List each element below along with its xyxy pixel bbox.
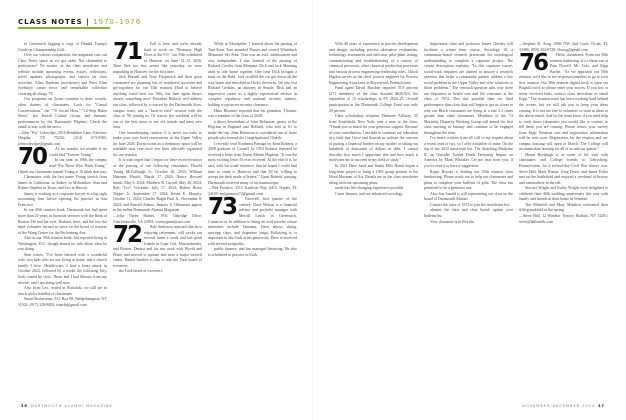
class-note-paragraph: Fund agent David Bracken reported 55.8 percent (271 members) of the class donated $626,924, the equivalent of 15 scholarships in FY 2024–25. Overall participation in the Dartmouth College Fund was only 29 percent. bbox=[329, 86, 418, 113]
class-note-paragraph: Over our various conjunction, the magazine cuts our Class Notes space as we get older. Not channeled to professions? No matter, as the class newsletter and website include upcoming events, essays, reflections, travel updates, photographs, and reports on class activities. Allen Dunham (newsletter) and Peter Elias (website) curate news and remarkable collection covering all things '70. bbox=[18, 53, 107, 96]
class-note-paragraph: I recently read Northeast Passage by Kent Roberts, a 2008 graduate of Cornell. In 1954 Roberts reported he received a letter from Ernest Martin Hopkins: "It was the most exciting letter I'd ever received. At the end of it, he said, with his usual reticence, that he hoped I could find time to come to Hanover and that I'd be 'willing to accept the desk made of letters.'" Upon Roberts' passing, Dartmouth received many of his manuscripts. bbox=[208, 141, 297, 185]
class-note-paragraph: Your classmate is in Florida. bbox=[430, 219, 475, 224]
footer-right bbox=[522, 404, 608, 408]
class-note-paragraph: In our 50th reunion book, Dartmouth has had spent more than 20 years in financial services with the Bank of Boston. He and his wife, Barbara, have, and the two the third volunteer invited to serve on the board of trustees of the Wang Center for the Performing Arts. bbox=[18, 208, 107, 235]
class-secretary-signature: —Steve Hall, 12 Windsor Terrace, Buffalo, NY 14201; steve@hallsmith.com bbox=[519, 213, 608, 224]
column-3 bbox=[208, 42, 297, 390]
section-years: 1970–1976 bbox=[93, 18, 142, 26]
class-note-paragraph: made this life-changing experience possible. bbox=[335, 186, 405, 191]
class-note-paragraph: Jack Burnell and Tony Fitzpatrick and their great committee are planning lots of wonderful activities and get-togethers for our 55th reunion. Hard to believe anything could beat our 50th, but then again there's always something new! President Beilock will address our class, followed by a concert by the Dartmouth Aires, campus tours, and a "back-to-class" session with the class of '96 joining us. Of course, the weekend will be one of the best times to see old friends and meet new ones. bbox=[113, 75, 202, 130]
class-note-paragraph: Roger Brooks is leading our 50th reunion class fundraising. Please reach out to help our classmates and plans to complete your bulletin of gifts. The class has promised to be a generous one. bbox=[424, 169, 513, 191]
class-secretary-signature: —Ned Prentice, 3313 Tradition Way, #410, Naples, FL 34105; ned.prentice72@gmail.com bbox=[208, 186, 297, 196]
class-note-paragraph: Shaun Horbaugh is at some of his visit with classmates and College friends to Gettysburg, Pennsylvania, for a several-day Civil War history tour. Steve Hall, Mark Hunter, Greg Davis, and Jamie Fodor met on the battlefield and enjoyed a weekend of history and camaraderie in the fall. bbox=[519, 152, 608, 185]
class-year-numeral: 72 bbox=[113, 222, 142, 249]
header-separator: | bbox=[86, 18, 90, 26]
class-note-paragraph: Hello, classmates. From our 50th reunion leadership: it's a shout-out of Pam Dowell, Mr. Cole, and Kipp Barber. "As we approach our 50th reunion, we'd like to see in-person numbers to go to your first reunion. Our 50th reunion digital book is open via BrightCrowd, so please enter your stories. If you lost or never received links, contact class newsletter or email Kipp." The reunion team has been working hard behind the scenes, but we still ask you to keep your ideas coming. It is not too late to volunteer or send in ideas to the above email. And let the team know if you need help to track down classmates you would like to contact, to tell them you are coming. Please return your survey from Kipp. Reunion cost and registration information will be sent soon. Registration for the reunion and on-campus housing will open in March. The College will accommodate housing for all of us and our guests." bbox=[519, 53, 608, 152]
class-year-numeral: 76 bbox=[519, 50, 548, 77]
class-note-paragraph: While in Montpelier, I learned about the passing of Tom Kent. Tom attended Thayer and owned Whiteback Mountain Ski Area. Tom was an avid outdoorsman and very independent. I also learned of the passing of Richard Cowles from Montana. Dick and Jack Manning used to ride home together. One time Dick brought a mast on the Kuhl. Jack recalled the car got down all the way home and then died in Dick's driveway. We also lost Richard Gedalas, an attorney in Seattle. Rick had an impressive career as a highly experienced advisor in complex regulatory and national security matters, holding a top-secret security clearance. bbox=[208, 42, 297, 108]
class-note-paragraph: Bob Anderson reported that he is enjoying retirement, still works out several times a week and has great friends in Cape Cod, Massachusetts, and Boston. Dentist and his son work with Wyeth and Pfizer and moved to upstate and near a major biotech center. Daniel Sanders is also to ride the Tuck board of overseers. bbox=[113, 225, 202, 268]
section-title: CLASS NOTES bbox=[18, 18, 83, 26]
class-secretary-signature: —Stephen B. Arog, 4596 NW 2nd Court, Ocala, FL 33480; (850) 302-8728; flsarog@gmail.com bbox=[519, 42, 608, 52]
class-note-paragraph: I've heard crickets from all y'all to my request about a recent read or two, so I offer a number of mine. On the top of my 2025 must-read list: The Attacking Medicine II, an Outsider Turned Death Defeating Impact on America by Mark Whitaker. Let me hear from you, if you've read it or have a suggestion. bbox=[424, 136, 513, 169]
class-year-numeral: 70 bbox=[18, 144, 47, 171]
class-note-paragraph: Stuart Bochesman, P.O. Box 88, Bridgehampton, NY 11932; (917) 328-0082; stuartb@gmail.com bbox=[18, 297, 107, 307]
class-note-paragraph: Also Sue Arnold is still representing our class on the board of Dartmouth Alumni. bbox=[424, 191, 513, 202]
class-note-paragraph: Farewell, first quarter of the century. Dave Wilson is a financial advisor and portfolio manager with Merrill Lynch in Greenwich, Connecticut. In addition to being an avid traveler whose itineraries include Tanzania, Dave enjoys skiing, sporting clays, and Argentine tango. Following it, is important to also look at his generosity. Dave is involved with several nonprofits. bbox=[208, 197, 297, 246]
column-4 bbox=[329, 42, 418, 390]
class-note-paragraph: Tim Mihalich and Mary Mihalich welcomed their fifth grandchild in the spring. bbox=[519, 202, 608, 213]
magazine-title: DARTMOUTH ALUMNI MAGAZINE bbox=[30, 404, 113, 408]
class-note-paragraph: in Greenwich lugging a copy of Donald Trump's Guide on Championship Golf. bbox=[18, 42, 107, 52]
class-note-paragraph: Stewart Wright and Kathy Wright were delighted to celebrate their 40th wedding anniversary this year with family and friends at their home in Vermont. bbox=[519, 186, 608, 202]
class-year-numeral: 73 bbox=[208, 194, 237, 221]
column-1 bbox=[18, 42, 107, 390]
class-note-paragraph: Also from Leo, retired in Honolulu, we still are in touch with a handful of classmates. bbox=[18, 286, 107, 296]
page-gutter bbox=[312, 0, 313, 420]
class-secretary-signature: —John Owen Haines, 1931 Oakridge Drive, Charlottesville, VA 22903; vomnygmm@aol.com bbox=[113, 213, 202, 224]
class-note-paragraph: Stan writes, "I've been blessed with a wonderful wife, two kids who are not living at home, and a church family I love. Health-wise, I had a heart attack in October 2022, followed by a stroke the following July, both caused by clots. These and I had fibrosis from my service, and I am doing well now. bbox=[18, 252, 107, 285]
class-note-paragraph: a direct descendant of John Robinson, pastor to the Pilgrims in England and Holland, who sent so 61 to make the trip. John Robinson is considered one of those people who formed the Congregational Church. bbox=[208, 119, 297, 141]
section-header bbox=[18, 18, 141, 26]
class-note-paragraph: department chair and professor James Chesley will facilitate a winter term course, Sociology 10, a community-based research practicum for sociological understanding to complete a capstone project. The course description explains, "In this capstone course, social-track inquiries are charted to answer a research question that helps a community partner address a key social problem in the Upper Valley and offer solutions to those problems." The research question asks why there are disparities in health care and life outcomes in the class of 1974. This slot possible than our third performance than class data will begin to get us closer to why our Black classmates are dying at a rate 2.3 times greater than other classmates. Members of the '74 Mortality Disparity Working Group will attend the first class meeting in January and continue to be engaged throughout the term. bbox=[424, 42, 513, 135]
page-number-left: 36 bbox=[21, 404, 28, 408]
class-note-paragraph: Fall is here and we're already hard at work on "Reunion: High Fives at the 5-0," our 55th scheduled in Hanover on June 12–15, 2026. Time flies too fast, seems like yesterday we were unpacking in Hanover for the first time. bbox=[113, 42, 202, 74]
column-2 bbox=[113, 42, 202, 390]
class-note-paragraph: alumni, the class and class board: update your bulletin list. bbox=[424, 208, 513, 218]
class-note-paragraph: the Tuck board of overseers. bbox=[119, 269, 164, 274]
class-note-paragraph: public finance, and has managed financing. He also is scheduled to practice in Utah. bbox=[208, 247, 297, 257]
class-note-paragraph: Also in our 50th reunion book, Sid reported living in Washington, D.C. though shared no info about what he was doing. bbox=[18, 236, 107, 252]
issue-date: NOVEMBER/DECEMBER 2024 bbox=[522, 404, 596, 408]
footer-left bbox=[18, 404, 113, 408]
page-number-right: 37 bbox=[598, 404, 605, 408]
class-note-paragraph: James is working as a corporate lawyer at a big sight accounting firm before opening his practice in San Francisco. bbox=[18, 191, 107, 207]
class-note-paragraph: Classmates with the last name Young stretch from James in California, to Sidney in Milwaukee, Stan and Robert Stephen in Texas, and Leo in Hawaii. bbox=[18, 175, 107, 191]
column-5 bbox=[424, 42, 513, 390]
class-note-paragraph: Come January, and tax-enhanced sociology. bbox=[335, 191, 404, 196]
class-note-paragraph: Contact the class of 1974 to join the newsletter list. bbox=[430, 202, 510, 207]
class-year-numeral: 71 bbox=[113, 42, 142, 65]
class-note-paragraph: Hans Bloomer reported that his grandson, Thomas, was a member of the class of 2028. bbox=[208, 108, 297, 119]
class-note-paragraph: As we wander, we wonder if we could find "Forever Young." bbox=[49, 147, 107, 157]
class-note-paragraph: In our stint, in 1966, the campus read "For Those Who Think Young." I think our classmates named Young at 18 think that way. bbox=[18, 158, 107, 174]
class-secretary-signature: —John "Pat" Colavolpe, 2016 Breakline Lane, Fairview Heights, TX 75234; (214) 673-9385; johncolavolpe@gmail.com bbox=[18, 130, 107, 146]
class-note-paragraph: It is with regret that I report we have received notice of the passing of our following classmates: Harold Young McCullough Jr., October 26, 2023; William Hammer Mesirh, March 17, 2024; Nancy Howard Smith, May 6, 2024; Matthew B. Carroll, May 28, 2024; Bob "Leo" Volckstin, July 17, 2024; Robert Bruce Tepper Jr., September 17, 2024; Kevin E. Murphy, October 11, 2024; Charles Ralph Paul Jr., November 8, 2024; and Russell Adams, January 6. Obituaries appear in the online Dartmouth Alumni Magazine. bbox=[113, 158, 202, 213]
class-note-paragraph: Our programs on Zoom continue to draw crowds, often dozens of classmates. Look for "Casual Conversations," the "'70 Social Hour," "12-Step Baker Street," the Jewish Culture Group, and thematic performances by the Dartmouth Pilgrims. Check the email to stay with the news. bbox=[18, 97, 107, 130]
class-note-paragraph: In 2021 Dave Sand and Sandy Ellis Hemit began a long-term project to bring a 1983 group portrait to the Hood Museum of Art. Details are in the class newsletter along with our upcoming plans. bbox=[329, 164, 418, 185]
header-rule bbox=[18, 27, 110, 29]
class-note-paragraph: One housekeeping caution. It is never too early to make your own hotel reservations in the Upper Valley for June 2026. Dorm rooms as a dormitory space will be available next year once you have officially registered for our reunion. bbox=[113, 130, 202, 157]
column-6 bbox=[519, 42, 608, 390]
class-note-paragraph: Class scholarship recipient Ebenezer Allaway '25 from Southfield, New York, sent a note to the class: "Thank you so much for your generous support. Because of your contribution, I am able to continue my education in a field that I love and flourish in without the concern of putting a financial burden on my mother or taking out hundreds of thousands of dollars in debt. I cannot describe how much I appreciate this and how much it motivates me to succeed in my field of study." bbox=[329, 114, 418, 163]
class-note-paragraph: With 48 years of experience in process development and design, including process alternative evaluations, technology assessment and selection, pilot-plant testing, commissioning and troubleshooting of a variety of chemical processes, other chemical production processes and various process engineering leadership roles, Chuck Higdon serves as the chief process engineer for Process Engineering Associates in Royersford, Pennsylvania. bbox=[329, 42, 418, 85]
